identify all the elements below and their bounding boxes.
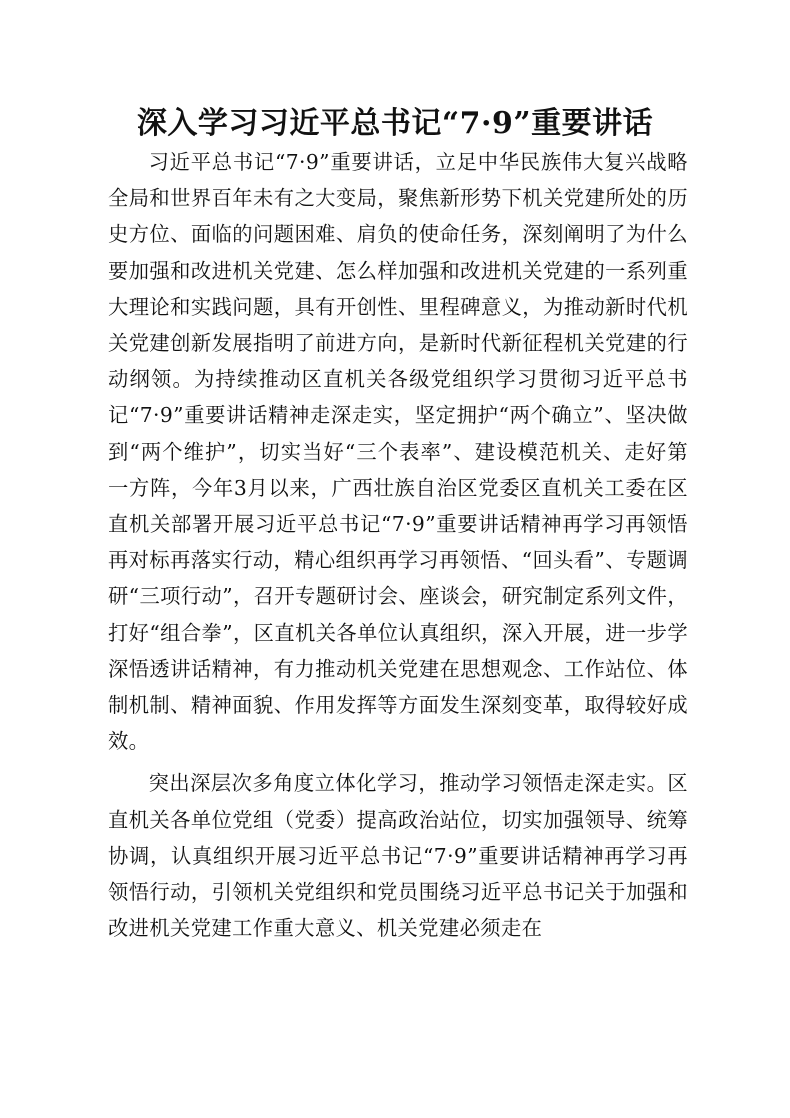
document-title: 深入学习习近平总书记“7·9”重要讲话 xyxy=(136,106,654,141)
paragraph-2: 突出深层次多角度立体化学习，推动学习领悟走深走实。区直机关各单位党组（党委）提高政治站位，切实加强领导、统筹协调，认真组织开展习近平总书记“7·9”重要讲话精神再学习再领悟行动，引领机关党组织和党员围绕习近平总书记关于加强和改进机关党建工作重大意义、机关党建必须走在 xyxy=(108,771,688,941)
paragraph-1: 习近平总书记“7·9”重要讲话，立足中华民族伟大复兴战略全局和世界百年未有之大变局，聚焦新形势下机关党建所处的历史方位、面临的问题困难、肩负的使命任务，深刻阐明了为什么要加强和改进机关党建、怎么样加强和改进机关党建的一系列重大理论和实践问题，具有开创性、里程碑意义，为推动新时代机关党建创新发展指明了前进方向，是新时代新征程机关党建的行动纲领。为持续推动区直机关各级党组织学习贯彻习近平总书记“7·9”重要讲话精神走深走实，坚定拥护“两个确立”、坚决做到“两个维护”，切实当好“三个表率”、建设模范机关、走好第一方阵，今年3月以来，广西壮族自治区党委区直机关工委在区直机关部署开展习近平总书记“7·9”重要讲话精神再学习再领悟再对标再落实行动，精心组织再学习再领悟、“回头看”、专题调研“三项行动”，召开专题研讨会、座谈会，研究制定系列文件，打好“组合拳”，区直机关各单位认真组织，深入开展，进一步学深悟透讲话精神，有力推动机关党建在思想观念、工作站位、体制机制、精神面貌、作用发挥等方面发生深刻变革，取得较好成效。 xyxy=(108,150,688,754)
document-body xyxy=(108,144,688,946)
